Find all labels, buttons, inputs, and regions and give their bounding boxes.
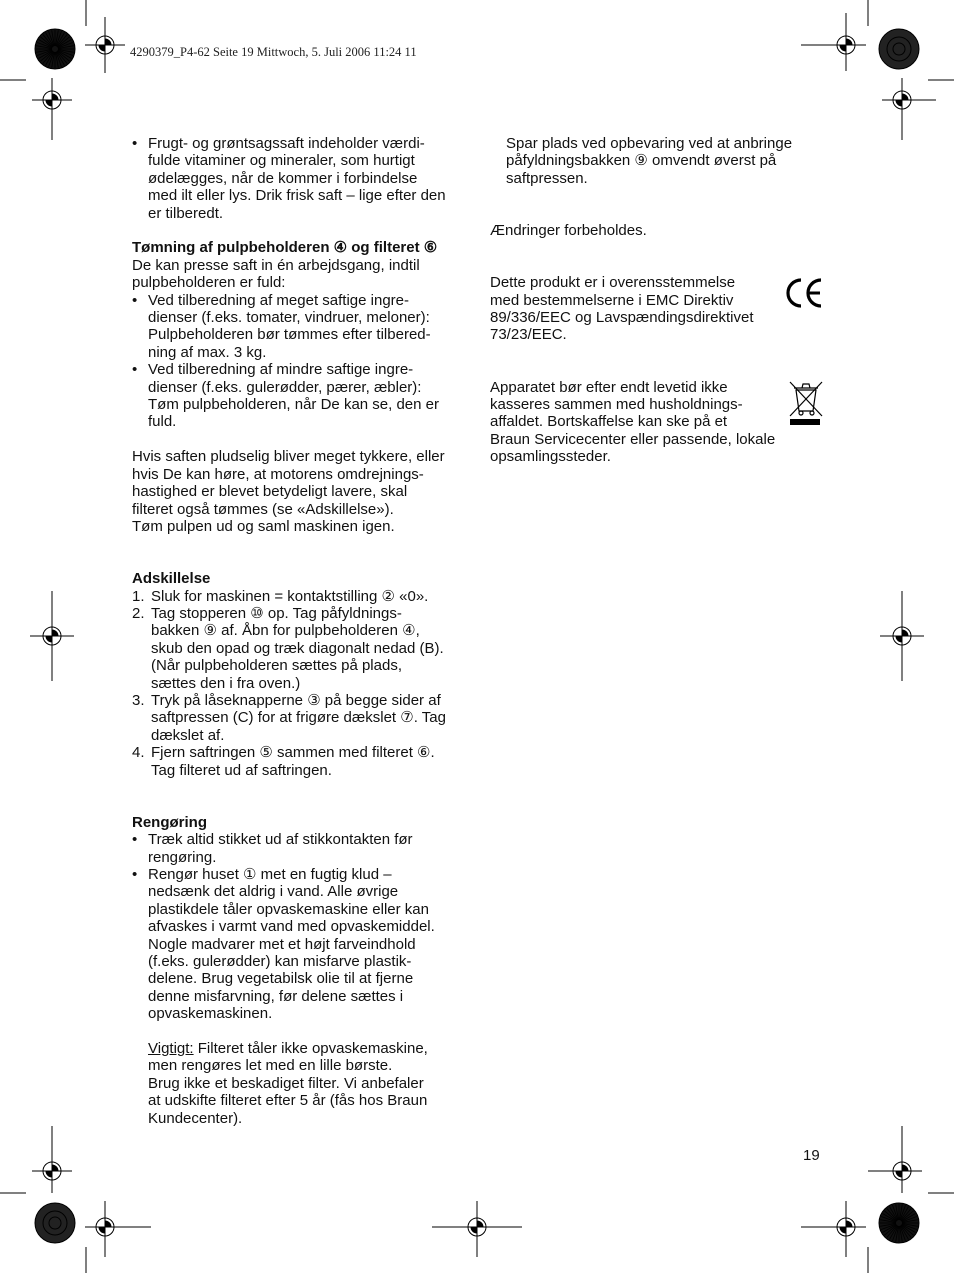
right-column [490,135,810,466]
section-heading-rengoring: Rengøring [132,813,207,831]
disposal-notice: Apparatet bør efter endt levetid ikke kasseres sammen med husholdnings- affaldet. Bortskaffelse kan ske på et Braun Servicecenter eller passende, lokale opsamlingssteder. [490,378,776,466]
important-note: Vigtigt: Filteret tåler ikke opvaskemaskine, men rengøres let med en lille børste. Brug ikke et beskadiget filter. Vi anbefaler at udskifte filteret efter 5 år (fås hos Braun Kundecenter). [148,1040,428,1127]
paragraph: Ændringer forbeholdes. [490,222,647,240]
starburst-calibration-icon [877,27,921,71]
paragraph: De kan presse saft in én arbejdsgang, indtil pulpbeholderen er fuld: [132,256,420,292]
list-item: 4. Fjern saftringen ⑤ sammen med filteret ⑥. Tag filteret ud af saftringen. [132,744,435,779]
important-label: Vigtigt: [148,1040,194,1058]
list-item: • Frugt- og grøntsagssaft indeholder værdi- fulde vitaminer og mineraler, som hurtigt ødelægges, når de kommer i forbindelse med ilt eller lys. Drik frisk saft – lige efter den er tilberedt. [132,135,472,222]
crossed-out-wheelie-bin-icon [786,378,826,428]
ce-mark-icon [785,277,825,309]
left-column [132,135,472,1127]
print-slug: 4290379_P4-62 Seite 19 Mittwoch, 5. Juli 2006 11:24 11 [130,45,417,59]
starburst-calibration-icon [33,1201,77,1245]
starburst-calibration-icon [877,1201,921,1245]
list-item: • Ved tilberedning af meget saftige ingre- dienser (f.eks. tomater, vindruer, meloner): Pulpbeholderen bør tømmes efter tilbered- ning af max. 3 kg. [132,292,472,362]
list-item: • Rengør huset ① met en fugtig klud – nedsænk det aldrig i vand. Alle øvrige plastikdele tåler opvaskemaskine eller kan afvaskes i varmt vand med opvaskemiddel. Nogle madvarer met et højt farveindhold (f.eks. gulerødder) kan misfarve plastik- delene. Brug vegetabilsk olie til at fjerne denne misfarvning, før delene sættes i opvaskemaskinen. [132,866,472,1023]
section-heading-tomning: Tømning af pulpbeholderen ④ og filteret ⑥ [132,239,438,257]
list-item: 1. Sluk for maskinen = kontaktstilling ② «0». [132,587,429,605]
list-item: • Træk altid stikket ud af stikkontakten før rengøring. [132,831,472,866]
list-item: 2. Tag stopperen ⑩ op. Tag påfyldnings- bakken ⑨ af. Åbn for pulpbeholderen ④, skub den opad og træk diagonalt nedad (B). (Når pulpbeholderen sættes på plads, sættes den i fra oven.) [132,604,444,692]
ce-declaration: Dette produkt er i overensstemmelse med bestemmelserne i EMC Direktiv 89/336/EEC og Lavspændingsdirektivet 73/23/EEC. [490,274,754,344]
section-heading-adskillelse: Adskillelse [132,570,211,588]
page-number: 19 [803,1147,820,1164]
list-item: 3. Tryk på låseknapperne ③ på begge sider af saftpressen (C) for at frigøre dækslet ⑦. Tag dækslet af. [132,691,446,744]
paragraph: Spar plads ved opbevaring ved at anbringe påfyldningsbakken ⑨ omvendt øverst på saftpressen. [506,135,793,187]
numbered-list [132,588,472,779]
starburst-calibration-icon [33,27,77,71]
paragraph: Hvis saften pludselig bliver meget tykkere, eller hvis De kan høre, at motorens omdrejnings- hastighed er blevet betydeligt lavere, skal filteret også tømmes (se «Adskillelse»). Tøm pulpen ud og saml maskinen igen. [132,448,445,535]
list-item: • Ved tilberedning af mindre saftige ingre- dienser (f.eks. gulerødder, pærer, æbler): Tøm pulpbeholderen, når De kan se, den er fuld. [132,361,472,431]
